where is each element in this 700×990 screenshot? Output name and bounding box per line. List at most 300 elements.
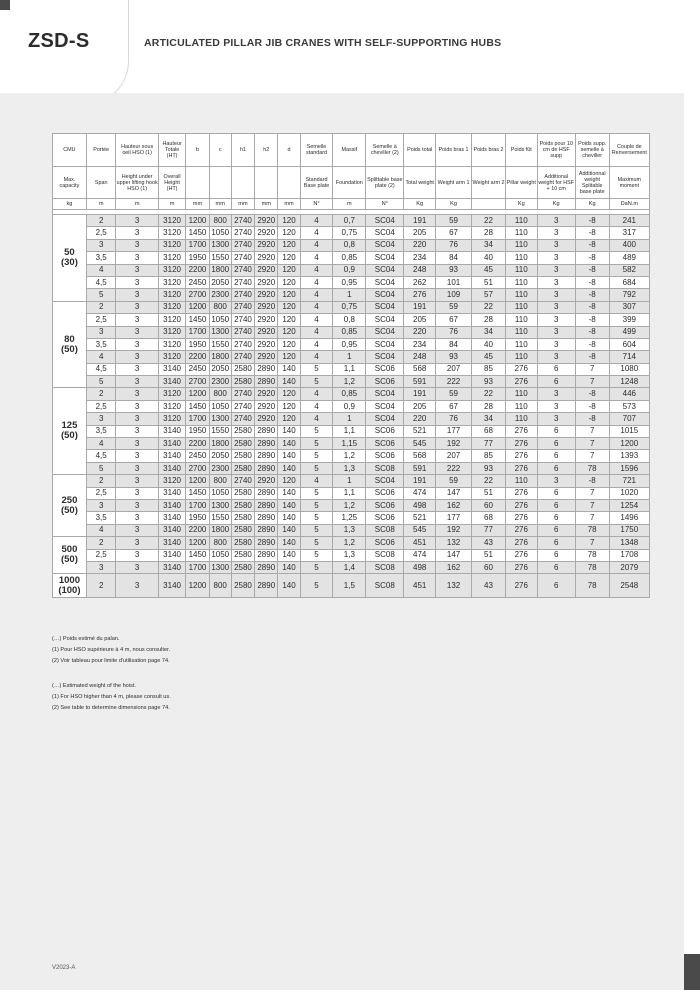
column-header: Massif xyxy=(333,134,366,167)
table-cell: 4 xyxy=(300,252,333,264)
table-cell: 1496 xyxy=(609,512,649,524)
table-cell: 2450 xyxy=(186,450,209,462)
column-header: Foundation xyxy=(333,167,366,199)
table-cell: 140 xyxy=(278,438,300,450)
table-cell: 120 xyxy=(278,351,300,363)
table-cell: 3120 xyxy=(158,215,186,227)
note-line: (1) Pour HSO supérieure à 4 m, nous consulter. xyxy=(52,647,171,653)
table-cell: 192 xyxy=(436,524,472,536)
table-cell: 140 xyxy=(278,376,300,388)
column-header: Semelle standard xyxy=(300,134,333,167)
table-cell: 3,5 xyxy=(86,512,116,524)
table-cell: 2580 xyxy=(231,574,254,598)
notes-french xyxy=(52,636,170,669)
table-cell: 2890 xyxy=(255,376,278,388)
column-header: Poids bras 2 xyxy=(472,134,506,167)
table-cell: 3140 xyxy=(158,537,186,549)
table-cell: 1800 xyxy=(209,524,231,536)
table-cell: 2300 xyxy=(209,376,231,388)
table-cell: 1550 xyxy=(209,512,231,524)
table-cell: 1050 xyxy=(209,487,231,499)
table-cell: 1800 xyxy=(209,264,231,276)
table-cell: 1450 xyxy=(186,487,209,499)
table-cell: 2740 xyxy=(231,314,254,326)
table-cell: 800 xyxy=(209,215,231,227)
note-line: (…) Estimated weight of the hoist. xyxy=(52,683,136,689)
table-cell: 177 xyxy=(436,425,472,437)
column-header xyxy=(278,167,300,199)
table-cell: 220 xyxy=(404,413,436,425)
table-cell: 2450 xyxy=(186,363,209,375)
table-cell: 2740 xyxy=(231,252,254,264)
table-row xyxy=(53,376,650,388)
capacity-cell: 125 (50) xyxy=(53,388,87,475)
table-cell: 34 xyxy=(472,413,506,425)
table-cell: 3140 xyxy=(158,462,186,474)
table-cell: 120 xyxy=(278,413,300,425)
table-cell: 60 xyxy=(472,499,506,511)
table-cell: 205 xyxy=(404,227,436,239)
table-cell: 1950 xyxy=(186,338,209,350)
table-cell: 3 xyxy=(537,400,575,412)
table-cell: 489 xyxy=(609,252,649,264)
table-cell: 241 xyxy=(609,215,649,227)
table-row xyxy=(53,215,650,227)
table-cell: 276 xyxy=(505,561,537,573)
table-cell: -8 xyxy=(575,215,609,227)
table-cell: 1 xyxy=(333,475,366,487)
table-cell: 3140 xyxy=(158,438,186,450)
table-cell: 792 xyxy=(609,289,649,301)
table-cell: SC06 xyxy=(366,537,404,549)
column-header: b xyxy=(186,134,209,167)
table-row xyxy=(53,499,650,511)
table-cell: 2300 xyxy=(209,462,231,474)
table-cell: 51 xyxy=(472,276,506,288)
table-cell: 3 xyxy=(116,276,158,288)
table-cell: 1080 xyxy=(609,363,649,375)
table-cell: 4 xyxy=(300,314,333,326)
table-cell: 3 xyxy=(116,326,158,338)
table-cell: 0,85 xyxy=(333,388,366,400)
table-cell: 6 xyxy=(537,537,575,549)
table-cell: 3140 xyxy=(158,524,186,536)
capacity-cell: 250 (50) xyxy=(53,475,87,537)
table-cell: 498 xyxy=(404,561,436,573)
table-cell: 5 xyxy=(300,499,333,511)
table-cell: 276 xyxy=(505,549,537,561)
table-cell: 1,1 xyxy=(333,425,366,437)
table-cell: 93 xyxy=(436,351,472,363)
table-cell: 60 xyxy=(472,561,506,573)
table-cell: 399 xyxy=(609,314,649,326)
table-cell: SC04 xyxy=(366,314,404,326)
table-cell: SC04 xyxy=(366,215,404,227)
table-row xyxy=(53,549,650,561)
table-cell: -8 xyxy=(575,289,609,301)
table-cell: 4 xyxy=(300,388,333,400)
table-cell: 140 xyxy=(278,425,300,437)
table-cell: 7 xyxy=(575,487,609,499)
table-cell: 2548 xyxy=(609,574,649,598)
column-header: Hauteur sous oeil HSO (1) xyxy=(116,134,158,167)
table-cell: 1,25 xyxy=(333,512,366,524)
table-cell: 568 xyxy=(404,363,436,375)
table-cell: 2740 xyxy=(231,338,254,350)
table-cell: 3 xyxy=(537,413,575,425)
table-cell: 67 xyxy=(436,400,472,412)
table-cell: 120 xyxy=(278,239,300,251)
table-row xyxy=(53,438,650,450)
table-cell: 1750 xyxy=(609,524,649,536)
units-row xyxy=(53,199,650,210)
table-cell: 6 xyxy=(537,487,575,499)
unit-cell: N° xyxy=(300,199,333,210)
column-header: Poids bras 1 xyxy=(436,134,472,167)
table-cell: 800 xyxy=(209,537,231,549)
column-header: Max. capacity xyxy=(53,167,87,199)
column-header: Height under upper lifting hook HSO (1) xyxy=(116,167,158,199)
table-row xyxy=(53,227,650,239)
table-cell: SC08 xyxy=(366,524,404,536)
table-cell: 0,95 xyxy=(333,338,366,350)
table-cell: 1015 xyxy=(609,425,649,437)
table-cell: SC06 xyxy=(366,425,404,437)
table-cell: 2050 xyxy=(209,450,231,462)
table-cell: 220 xyxy=(404,326,436,338)
table-cell: SC08 xyxy=(366,549,404,561)
table-cell: 3120 xyxy=(158,276,186,288)
table-cell: 3 xyxy=(537,388,575,400)
table-cell: 2740 xyxy=(231,276,254,288)
unit-cell: DaN.m xyxy=(609,199,649,210)
table-cell: 5 xyxy=(300,537,333,549)
table-cell: 2890 xyxy=(255,524,278,536)
table-row xyxy=(53,252,650,264)
table-cell: 3 xyxy=(116,264,158,276)
table-cell: 51 xyxy=(472,549,506,561)
table-cell: 2740 xyxy=(231,215,254,227)
table-cell: 220 xyxy=(404,239,436,251)
table-cell: 43 xyxy=(472,537,506,549)
table-cell: 28 xyxy=(472,400,506,412)
table-cell: 3120 xyxy=(158,326,186,338)
table-cell: 191 xyxy=(404,475,436,487)
table-cell: 140 xyxy=(278,549,300,561)
column-header: c xyxy=(209,134,231,167)
unit-cell: m xyxy=(116,199,158,210)
table-cell: 1700 xyxy=(186,561,209,573)
table-cell: 545 xyxy=(404,438,436,450)
capacity-cell: 500 (50) xyxy=(53,537,87,574)
table-cell: 1,2 xyxy=(333,499,366,511)
table-cell: 59 xyxy=(436,215,472,227)
table-cell: 582 xyxy=(609,264,649,276)
table-cell: 22 xyxy=(472,215,506,227)
table-cell: 3120 xyxy=(158,400,186,412)
table-cell: 57 xyxy=(472,289,506,301)
table-cell: 800 xyxy=(209,301,231,313)
note-line: (2) See table to determine dimensions page 74. xyxy=(52,705,170,711)
table-cell: 3140 xyxy=(158,487,186,499)
table-cell: 120 xyxy=(278,227,300,239)
table-cell: 4 xyxy=(300,475,333,487)
table-cell: 120 xyxy=(278,301,300,313)
column-header: Poids fût xyxy=(505,134,537,167)
table-cell: 3 xyxy=(116,351,158,363)
table-cell: SC04 xyxy=(366,475,404,487)
table-cell: 1393 xyxy=(609,450,649,462)
table-cell: 317 xyxy=(609,227,649,239)
table-cell: 2920 xyxy=(255,351,278,363)
table-cell: 1700 xyxy=(186,326,209,338)
table-cell: 132 xyxy=(436,574,472,598)
unit-cell: Kg xyxy=(575,199,609,210)
table-cell: 5 xyxy=(300,524,333,536)
table-row xyxy=(53,462,650,474)
table-cell: 120 xyxy=(278,314,300,326)
table-cell: 51 xyxy=(472,487,506,499)
table-cell: 2740 xyxy=(231,400,254,412)
table-cell: 177 xyxy=(436,512,472,524)
table-cell: 7 xyxy=(575,450,609,462)
corner-mark-bottom xyxy=(684,954,700,990)
table-cell: 4 xyxy=(300,338,333,350)
table-cell: 76 xyxy=(436,326,472,338)
table-cell: 2740 xyxy=(231,351,254,363)
version-label: V2023-A xyxy=(52,965,76,971)
table-cell: 3 xyxy=(116,512,158,524)
unit-cell: mm xyxy=(255,199,278,210)
table-cell: 78 xyxy=(575,561,609,573)
table-row xyxy=(53,363,650,375)
table-cell: 446 xyxy=(609,388,649,400)
table-cell: 0,9 xyxy=(333,264,366,276)
table-cell: 2740 xyxy=(231,388,254,400)
table-cell: 1950 xyxy=(186,425,209,437)
table-cell: 34 xyxy=(472,239,506,251)
page-header xyxy=(0,0,700,92)
table-cell: 110 xyxy=(505,475,537,487)
table-cell: SC04 xyxy=(366,413,404,425)
table-cell: 2920 xyxy=(255,326,278,338)
table-cell: 1050 xyxy=(209,314,231,326)
table-cell: 276 xyxy=(505,537,537,549)
column-header: Splittable base plate (2) xyxy=(366,167,404,199)
table-cell: 3120 xyxy=(158,289,186,301)
table-cell: 162 xyxy=(436,499,472,511)
table-cell: 2580 xyxy=(231,438,254,450)
table-cell: 0,8 xyxy=(333,314,366,326)
table-cell: 2580 xyxy=(231,487,254,499)
table-cell: 120 xyxy=(278,338,300,350)
table-cell: 3140 xyxy=(158,499,186,511)
table-cell: 22 xyxy=(472,475,506,487)
table-cell: 276 xyxy=(505,574,537,598)
column-header xyxy=(255,167,278,199)
table-cell: 3 xyxy=(537,326,575,338)
table-cell: 3 xyxy=(116,289,158,301)
table-cell: 85 xyxy=(472,363,506,375)
table-cell: 3120 xyxy=(158,314,186,326)
table-cell: SC06 xyxy=(366,376,404,388)
table-cell: 3140 xyxy=(158,450,186,462)
table-cell: 120 xyxy=(278,400,300,412)
table-cell: 1200 xyxy=(186,388,209,400)
table-cell: 1,3 xyxy=(333,462,366,474)
table-row xyxy=(53,425,650,437)
table-cell: 78 xyxy=(575,462,609,474)
table-cell: 93 xyxy=(472,462,506,474)
table-cell: 2580 xyxy=(231,425,254,437)
table-cell: 1300 xyxy=(209,561,231,573)
table-cell: 76 xyxy=(436,239,472,251)
table-cell: 3 xyxy=(537,252,575,264)
column-header: Poids supp. semelle à cheviller xyxy=(575,134,609,167)
table-cell: 6 xyxy=(537,499,575,511)
column-header: Poids pour 10 cm de HSF supp xyxy=(537,134,575,167)
table-cell: SC04 xyxy=(366,239,404,251)
table-cell: -8 xyxy=(575,475,609,487)
table-cell: 3140 xyxy=(158,561,186,573)
table-cell: 1,1 xyxy=(333,363,366,375)
table-cell: 2580 xyxy=(231,363,254,375)
table-cell: 4 xyxy=(86,264,116,276)
table-cell: 2,5 xyxy=(86,549,116,561)
table-cell: 6 xyxy=(537,363,575,375)
table-cell: 2050 xyxy=(209,363,231,375)
table-cell: 3 xyxy=(116,561,158,573)
table-cell: 2920 xyxy=(255,289,278,301)
table-cell: 1950 xyxy=(186,252,209,264)
table-cell: 2740 xyxy=(231,475,254,487)
table-cell: 1,2 xyxy=(333,450,366,462)
table-cell: 1700 xyxy=(186,499,209,511)
column-header: Couple de Renversement xyxy=(609,134,649,167)
table-cell: 3 xyxy=(86,413,116,425)
table-cell: 40 xyxy=(472,252,506,264)
notes-english xyxy=(52,683,171,716)
table-cell: 93 xyxy=(472,376,506,388)
table-cell: 5 xyxy=(300,561,333,573)
table-cell: -8 xyxy=(575,264,609,276)
table-cell: 110 xyxy=(505,239,537,251)
table-cell: 3140 xyxy=(158,512,186,524)
column-header: Weight arm 2 xyxy=(472,167,506,199)
column-header: Hauteur Totale (HT) xyxy=(158,134,186,167)
table-cell: 3 xyxy=(537,338,575,350)
table-cell: 2920 xyxy=(255,276,278,288)
table-cell: 110 xyxy=(505,338,537,350)
table-cell: 4 xyxy=(86,524,116,536)
table-cell: 2 xyxy=(86,301,116,313)
table-cell: 0,8 xyxy=(333,239,366,251)
page-title: ARTICULATED PILLAR JIB CRANES WITH SELF-SUPPORTING HUBS xyxy=(144,37,502,49)
table-cell: 3 xyxy=(537,276,575,288)
column-header: h2 xyxy=(255,134,278,167)
table-cell: 1300 xyxy=(209,239,231,251)
table-cell: 3 xyxy=(116,524,158,536)
column-header: Poids total xyxy=(404,134,436,167)
table-cell: 2920 xyxy=(255,252,278,264)
column-header: h1 xyxy=(231,134,254,167)
table-cell: 6 xyxy=(537,462,575,474)
table-cell: 140 xyxy=(278,574,300,598)
table-cell: 2580 xyxy=(231,450,254,462)
table-cell: 222 xyxy=(436,376,472,388)
unit-cell: mm xyxy=(209,199,231,210)
table-cell: 1050 xyxy=(209,227,231,239)
table-row xyxy=(53,561,650,573)
table-cell: 3 xyxy=(537,239,575,251)
table-cell: 0,7 xyxy=(333,215,366,227)
table-cell: -8 xyxy=(575,301,609,313)
table-cell: 2920 xyxy=(255,301,278,313)
table-row xyxy=(53,264,650,276)
column-header: d xyxy=(278,134,300,167)
table-cell: 2920 xyxy=(255,338,278,350)
table-cell: 2580 xyxy=(231,561,254,573)
table-cell: 5 xyxy=(300,487,333,499)
table-cell: 1200 xyxy=(186,215,209,227)
table-cell: 1,2 xyxy=(333,376,366,388)
table-cell: 276 xyxy=(505,499,537,511)
table-cell: 2890 xyxy=(255,512,278,524)
table-cell: 2920 xyxy=(255,314,278,326)
table-cell: 1200 xyxy=(186,537,209,549)
table-cell: 4,5 xyxy=(86,276,116,288)
table-cell: 800 xyxy=(209,574,231,598)
table-cell: 276 xyxy=(505,425,537,437)
table-cell: 6 xyxy=(537,425,575,437)
table-cell: 191 xyxy=(404,301,436,313)
table-cell: SC04 xyxy=(366,388,404,400)
table-cell: 78 xyxy=(575,549,609,561)
table-cell: 110 xyxy=(505,301,537,313)
table-cell: SC04 xyxy=(366,264,404,276)
table-cell: 0,75 xyxy=(333,301,366,313)
table-cell: -8 xyxy=(575,239,609,251)
table-cell: 2740 xyxy=(231,239,254,251)
table-cell: SC04 xyxy=(366,289,404,301)
table-cell: 3120 xyxy=(158,338,186,350)
table-cell: 4 xyxy=(300,227,333,239)
table-cell: 3 xyxy=(116,549,158,561)
table-cell: 1450 xyxy=(186,314,209,326)
table-cell: 4 xyxy=(300,400,333,412)
table-cell: 120 xyxy=(278,475,300,487)
table-cell: 59 xyxy=(436,388,472,400)
table-cell: 2890 xyxy=(255,450,278,462)
table-cell: 2740 xyxy=(231,289,254,301)
table-row xyxy=(53,400,650,412)
table-cell: 1200 xyxy=(186,301,209,313)
table-cell: 3140 xyxy=(158,549,186,561)
table-cell: 1,3 xyxy=(333,524,366,536)
table-cell: 120 xyxy=(278,252,300,264)
table-cell: 1708 xyxy=(609,549,649,561)
table-cell: 4 xyxy=(86,438,116,450)
table-cell: 714 xyxy=(609,351,649,363)
table-cell: 110 xyxy=(505,215,537,227)
table-cell: 5 xyxy=(300,450,333,462)
table-row xyxy=(53,289,650,301)
table-cell: 22 xyxy=(472,301,506,313)
column-header: Standard Base plate xyxy=(300,167,333,199)
note-line: (1) For HSO higher than 4 m, please consult us. xyxy=(52,694,171,700)
table-row xyxy=(53,388,650,400)
table-cell: 85 xyxy=(472,450,506,462)
